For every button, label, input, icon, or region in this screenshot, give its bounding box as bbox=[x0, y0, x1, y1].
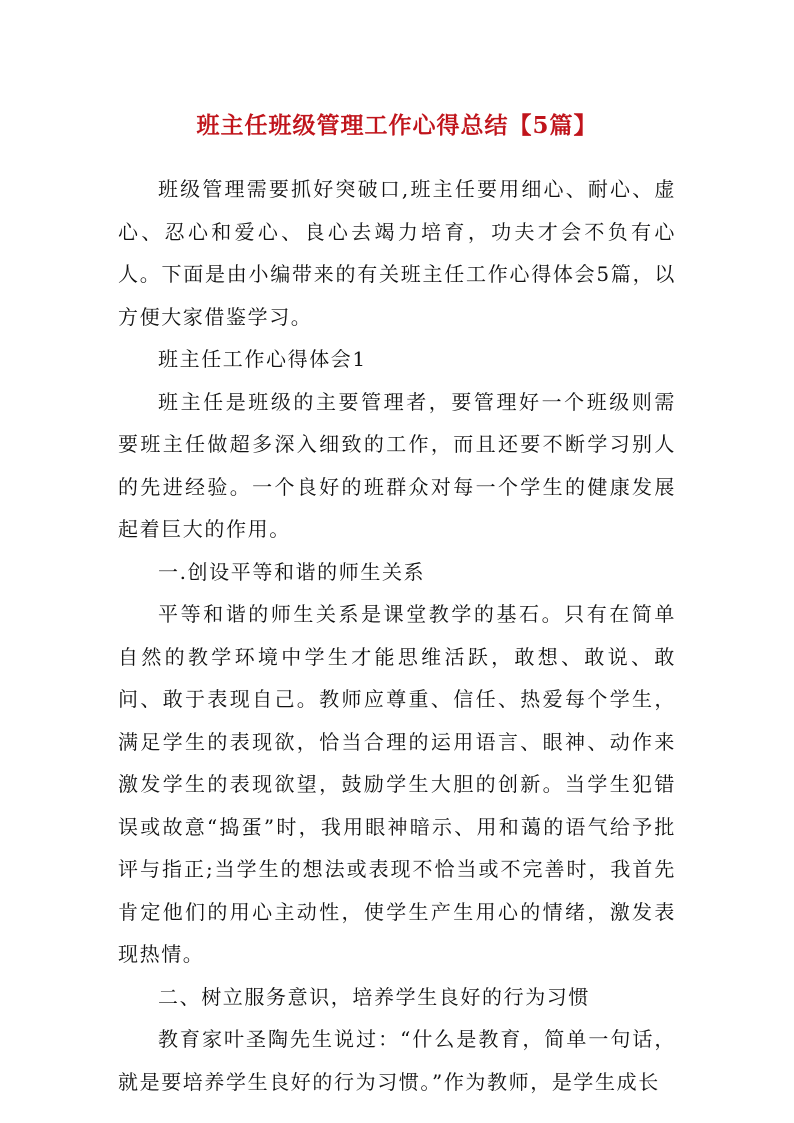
subheading-service-awareness: 二、树立服务意识，培养学生良好的行为习惯 bbox=[158, 984, 590, 1009]
subheading-equal-relationship: 一.创设平等和谐的师生关系 bbox=[158, 559, 426, 584]
service-awareness-paragraph: 教育家叶圣陶先生说过：“什么是教育，简单一句话，就是要培养学生良好的行为习惯。”作为教师，是学生成长 bbox=[118, 1027, 676, 1094]
section-intro-paragraph: 班主任是班级的主要管理者，要管理好一个班级则需要班主任做超多深入细致的工作，而且还要不断学习别人的先进经验。一个良好的班群众对每一个学生的健康发展起着巨大的作用。 bbox=[118, 389, 676, 541]
section-heading: 班主任工作心得体会1 bbox=[158, 347, 367, 371]
intro-paragraph: 班级管理需要抓好突破口,班主任要用细心、耐心、虚心、忍心和爱心、良心去竭力培育，功夫才会不负有心人。下面是由小编带来的有关班主任工作心得体会5篇，以方便大家借鉴学习。 bbox=[118, 177, 676, 329]
equal-relationship-paragraph: 平等和谐的师生关系是课堂教学的基石。只有在简单自然的教学环境中学生才能思维活跃，敢想、敢说、敢问、敢于表现自己。教师应尊重、信任、热爱每个学生，满足学生的表现欲，恰当合理的运用语言、眼神、动作来激发学生的表现欲望，鼓励学生大胆的创新。当学生犯错误或故意“捣蛋”时，我用眼神暗示、用和蔼的语气给予批评与指正;当学生的想法或表现不恰当或不完善时，我首先肯定他们的用心主动性，使学生产生用心的情绪，激发表现热情。 bbox=[118, 602, 676, 966]
document-title: 班主任班级管理工作心得总结【5篇】 bbox=[196, 112, 598, 139]
